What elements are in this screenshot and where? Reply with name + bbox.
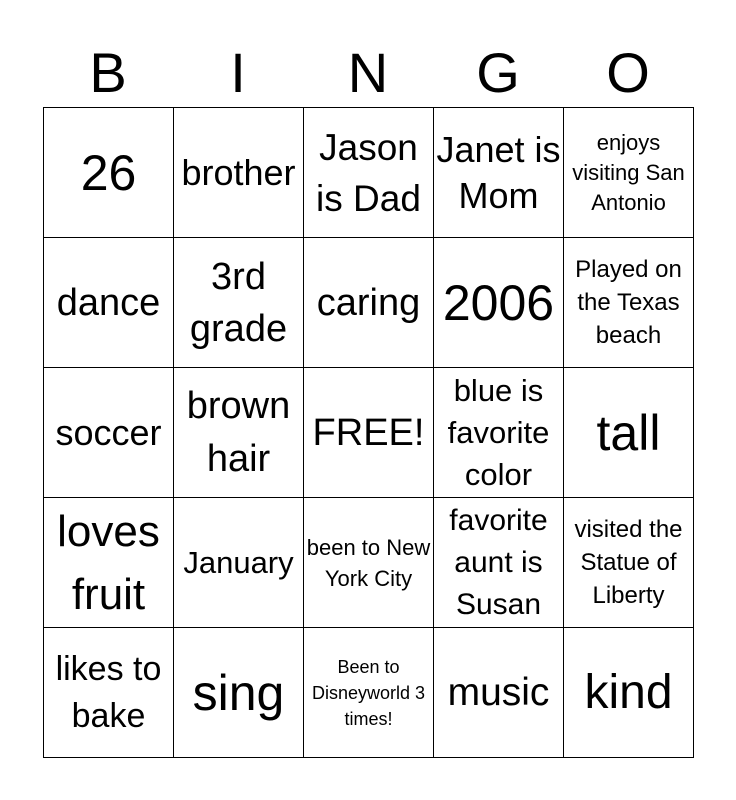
bingo-cell[interactable] <box>174 238 304 368</box>
bingo-cell[interactable] <box>174 108 304 238</box>
bingo-header <box>43 40 693 106</box>
bingo-cell[interactable] <box>304 238 434 368</box>
bingo-cell[interactable] <box>44 628 174 758</box>
header-letter-o: O <box>606 41 650 104</box>
header-letter-b: B <box>89 41 127 104</box>
bingo-cell[interactable] <box>44 368 174 498</box>
cell-text: blue is favorite color <box>447 372 550 492</box>
header-letter-n: N <box>347 41 389 104</box>
bingo-cell[interactable] <box>564 628 694 758</box>
header-letter-i: I <box>230 41 246 104</box>
cell-text: soccer <box>55 411 162 453</box>
bingo-cell[interactable] <box>304 628 434 758</box>
bingo-grid <box>43 107 694 758</box>
cell-text: music <box>447 670 550 714</box>
bingo-cell[interactable] <box>174 628 304 758</box>
bingo-cell free-space[interactable] <box>304 368 434 498</box>
cell-text: January <box>183 544 294 580</box>
cell-text: Janet is Mom <box>436 128 561 216</box>
cell-text: sing <box>192 664 285 721</box>
bingo-cell[interactable] <box>174 498 304 628</box>
bingo-cell[interactable] <box>304 108 434 238</box>
cell-text: caring <box>316 281 421 324</box>
cell-text: Played on the Texas beach <box>575 256 682 349</box>
bingo-cell[interactable] <box>44 108 174 238</box>
bingo-cell[interactable] <box>564 368 694 498</box>
cell-text: likes to bake <box>55 649 162 735</box>
cell-text: brother <box>181 151 296 193</box>
cell-text: 3rd grade <box>189 255 288 350</box>
cell-text: favorite aunt is Susan <box>449 503 548 621</box>
bingo-cell[interactable] <box>174 368 304 498</box>
bingo-cell[interactable] <box>434 368 564 498</box>
cell-text: tall <box>596 404 661 461</box>
cell-text: brown hair <box>186 384 291 480</box>
cell-text: visited the Statue of Liberty <box>574 516 683 609</box>
cell-text: enjoys visiting San Antonio <box>572 129 685 215</box>
bingo-cell[interactable] <box>434 238 564 368</box>
bingo-cell[interactable] <box>564 108 694 238</box>
cell-text: FREE! <box>312 411 425 454</box>
bingo-cell[interactable] <box>44 498 174 628</box>
cell-text: been to New York City <box>306 534 431 591</box>
bingo-cell[interactable] <box>434 498 564 628</box>
bingo-cell[interactable] <box>44 238 174 368</box>
bingo-cell[interactable] <box>564 498 694 628</box>
bingo-cell[interactable] <box>564 238 694 368</box>
header-letter-g: G <box>476 41 520 104</box>
cell-text: Jason is Dad <box>316 126 421 219</box>
cell-text: dance <box>56 281 161 324</box>
bingo-cell[interactable] <box>304 498 434 628</box>
cell-text: kind <box>584 665 673 719</box>
bingo-cell[interactable] <box>434 108 564 238</box>
cell-text: Been to Disneyworld 3 times! <box>311 656 426 729</box>
cell-text: loves fruit <box>57 506 160 619</box>
bingo-cell[interactable] <box>434 628 564 758</box>
cell-text: 2006 <box>442 274 555 331</box>
cell-text: 26 <box>80 144 137 201</box>
